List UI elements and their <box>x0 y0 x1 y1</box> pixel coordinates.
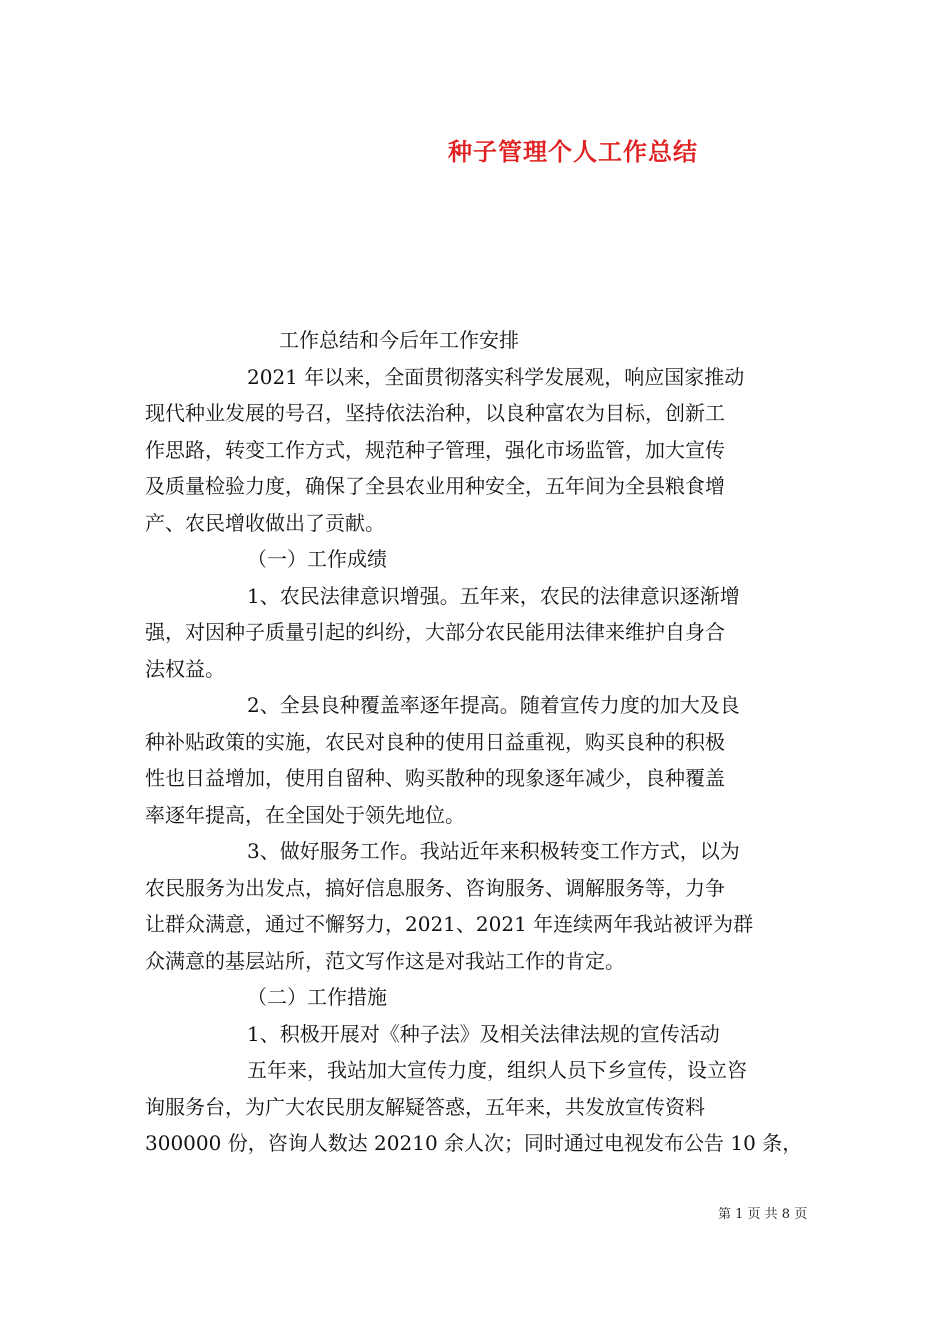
text-line: 率逐年提高，在全国处于领先地位。 <box>145 802 465 827</box>
text-line: 1、积极开展对《种子法》及相关法律法规的宣传活动 <box>247 1021 720 1046</box>
text-line: 强，对因种子质量引起的纠纷，大部分农民能用法律来维护自身合 <box>145 620 725 644</box>
document-subtitle: 工作总结和今后年工作安排 <box>279 328 519 352</box>
text-line: 1、农民法律意识增强。五年来，农民的法律意识逐渐增 <box>247 583 740 608</box>
text-line: 及质量检验力度，确保了全县农业用种安全，五年间为全县粮食增 <box>145 474 725 498</box>
text-line: 众满意的基层站所，范文写作这是对我站工作的肯定。 <box>145 948 625 973</box>
section-heading: （二）工作措施 <box>247 985 387 1009</box>
text-line: 产、农民增收做出了贡献。 <box>145 510 385 535</box>
text-line: 2021 年以来，全面贯彻落实科学发展观，响应国家推动 <box>247 364 745 389</box>
text-line: 作思路，转变工作方式，规范种子管理，强化市场监管，加大宣传 <box>145 437 725 462</box>
text-line: 3、做好服务工作。我站近年来积极转变工作方式，以为 <box>247 839 740 863</box>
text-line: 五年来，我站加大宣传力度，组织人员下乡宣传，设立咨 <box>247 1058 747 1082</box>
text-line: 2、全县良种覆盖率逐年提高。随着宣传力度的加大及良 <box>247 693 740 717</box>
text-line: 性也日益增加，使用自留种、购买散种的现象逐年减少，良种覆盖 <box>145 766 725 790</box>
document-body <box>145 322 813 1162</box>
text-line: 让群众满意，通过不懈努力，2021、2021 年连续两年我站被评为群 <box>145 912 754 936</box>
text-line: 农民服务为出发点，搞好信息服务、咨询服务、调解服务等，力争 <box>145 875 725 900</box>
section-heading: （一）工作成绩 <box>247 547 387 571</box>
text-line: 询服务台，为广大农民朋友解疑答惑，五年来，共发放宣传资料 <box>145 1094 705 1119</box>
page-number: 第 1 页 共 8 页 <box>718 1207 808 1222</box>
text-line: 现代种业发展的号召，坚持依法治种，以良种富农为目标，创新工 <box>145 401 725 425</box>
text-line: 300000 份，咨询人数达 20210 余人次；同时通过电视发布公告 10 条， <box>145 1131 803 1155</box>
text-line: 种补贴政策的实施，农民对良种的使用日益重视，购买良种的积极 <box>145 729 725 754</box>
document-title: 种子管理个人工作总结 <box>448 137 698 166</box>
text-line: 法权益。 <box>145 656 225 681</box>
